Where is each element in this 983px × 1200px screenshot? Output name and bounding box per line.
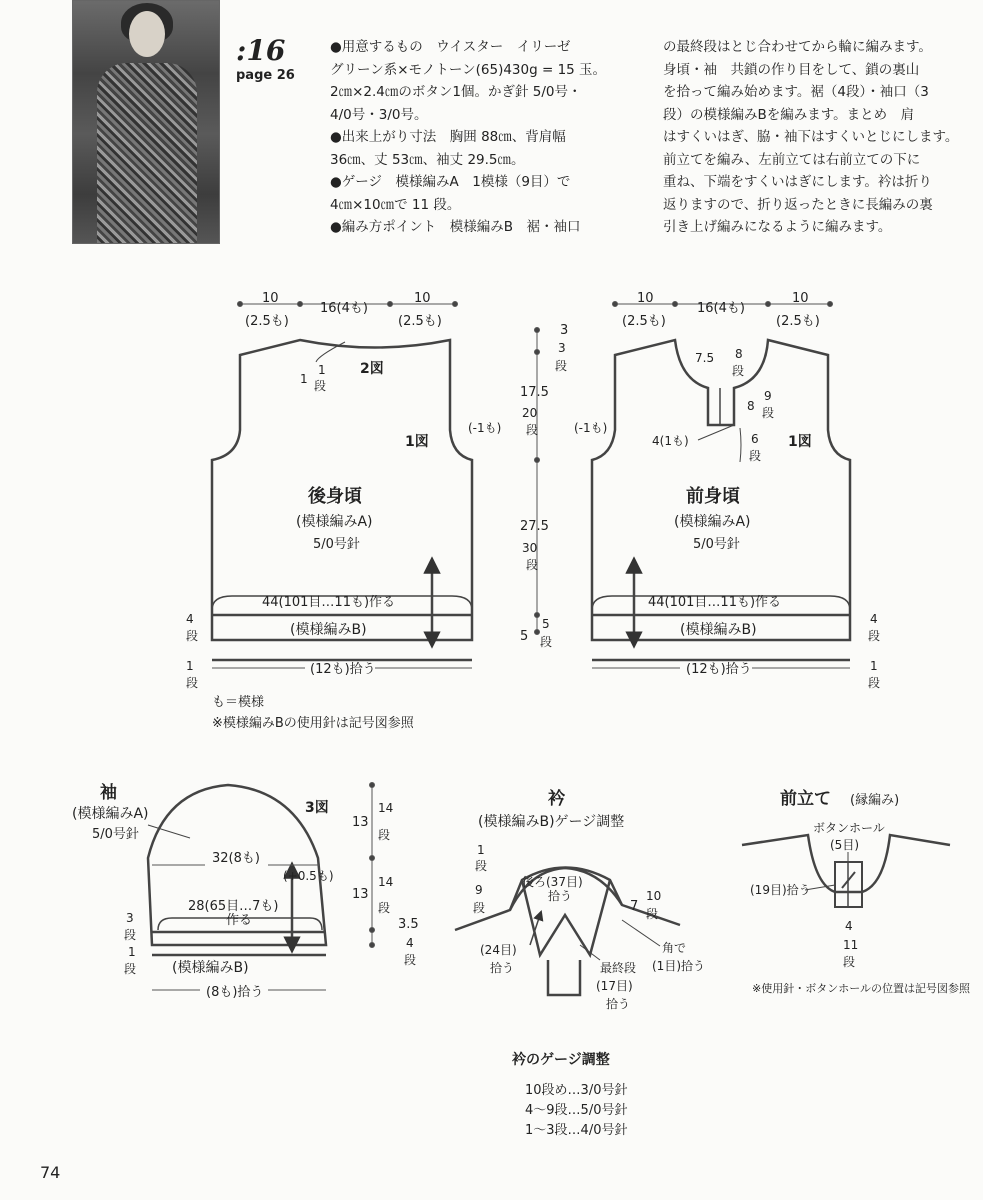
sleeve-dan: 段 xyxy=(124,928,137,942)
back-left-1dan: 段 xyxy=(186,676,199,690)
front-dan: 段 xyxy=(868,629,881,643)
vdim-5: 5 xyxy=(520,629,529,644)
front-title: 前身頃 xyxy=(686,486,740,507)
back-left-4: 4 xyxy=(186,612,194,626)
sleeve-dan: 段 xyxy=(378,828,391,842)
front-n75: 7.5 xyxy=(695,351,715,365)
front-fig1: 1図 xyxy=(788,434,812,450)
page-reference: page 26 xyxy=(236,68,295,83)
front-right-4: 4 xyxy=(870,612,878,626)
back-pickup: (12も)拾う xyxy=(310,662,376,677)
sleeve-width: 32(8も) xyxy=(212,851,260,866)
front-pickup: (12も)拾う xyxy=(686,662,752,677)
vdim-175: 17.5 xyxy=(520,385,549,400)
collar-dan: 段 xyxy=(473,901,486,915)
front-n41: 4(1も) xyxy=(652,434,689,448)
instruction-line: 36㎝、丈 53㎝、袖丈 29.5㎝。 xyxy=(330,151,525,168)
front-dan: 段 xyxy=(732,364,745,378)
page-number: 74 xyxy=(40,1163,61,1182)
back-fig2: 2図 xyxy=(360,361,384,377)
instruction-line: 重ね、下端をすくいはぎにします。衿は折り xyxy=(663,174,932,190)
instruction-line: 2㎝×2.4㎝のボタン1個。かぎ針 5/0号・ xyxy=(330,84,582,100)
pattern-number: :16 xyxy=(236,34,286,67)
back-neck-dan: 段 xyxy=(314,379,327,393)
sleeve-d4: 4 xyxy=(406,936,414,950)
sleeve-dan: 段 xyxy=(124,962,137,976)
sleeve-needle: 5/0号針 xyxy=(92,827,139,842)
placket-n4: 4 xyxy=(845,919,853,933)
back-left-4dan: 段 xyxy=(186,629,199,643)
placket-n11: 11 xyxy=(843,938,859,952)
front-n8dan: 8 xyxy=(735,347,743,361)
collar-gauge-row: 10段め…3/0号針 xyxy=(525,1083,628,1098)
sleeve-cast-on: 28(65目…7も) xyxy=(188,899,279,914)
placket-title: 前立て xyxy=(780,789,831,809)
legend-text: も＝模様 xyxy=(212,695,265,710)
collar-back-pick: 拾う xyxy=(548,889,573,903)
collar-r10: 10 xyxy=(646,889,662,903)
sleeve-dan: 段 xyxy=(404,953,417,967)
collar-corner2: (1目)拾う xyxy=(652,959,705,973)
placket-bh-count: (5目) xyxy=(830,838,859,852)
vdim-dan: 段 xyxy=(526,558,539,572)
sleeve-d14a: 14 xyxy=(378,801,394,815)
collar-r7: 7 xyxy=(630,899,639,914)
placket-dan: 段 xyxy=(843,955,856,969)
needle-note: ※模様編みBの使用針は記号図参照 xyxy=(212,716,414,731)
instruction-line: はすくいはぎ、脇・袖下はすくいとじにします。 xyxy=(663,129,959,145)
collar-pattern: (模様編みB)ゲージ調整 xyxy=(478,814,625,830)
instruction-line: ●出来上がり寸法 胸囲 88㎝、背肩幅 xyxy=(330,129,566,145)
front-dim-left: 10 xyxy=(637,291,654,306)
placket-note: ※使用針・ボタンホールの位置は記号図参照 xyxy=(752,982,970,995)
vdim-dan: 段 xyxy=(540,635,553,649)
collar-last-row3: 拾う xyxy=(606,997,631,1011)
sleeve-title: 袖 xyxy=(100,783,117,803)
collar-last-row: 最終段 xyxy=(600,961,637,975)
back-neck-1: 1 xyxy=(300,372,308,386)
collar-back: 後ろ(37目) xyxy=(522,875,583,889)
vdim-3: 3 xyxy=(560,323,569,338)
vdim-5dan: 5 xyxy=(542,617,550,631)
sleeve-l1: 1 xyxy=(128,945,136,959)
instruction-line: 段）の模様編みBを編みます。まとめ 肩 xyxy=(663,106,915,123)
front-right-1: 1 xyxy=(870,659,878,673)
sleeve-l3: 3 xyxy=(126,911,134,925)
collar-pick24: (24目) xyxy=(480,943,517,957)
placket-pick19: (19目)拾う xyxy=(750,883,811,897)
sleeve-pattern-b: (模様編みB) xyxy=(172,960,249,976)
placket-sub: (縁編み) xyxy=(850,793,900,808)
back-fig1: 1図 xyxy=(405,434,429,450)
sleeve-dan: 段 xyxy=(378,901,391,915)
front-dim-mid: 16(4も) xyxy=(697,301,745,316)
front-minus1: (-1も) xyxy=(574,421,608,435)
front-cast-on: 44(101目…11も)作る xyxy=(648,595,782,610)
sleeve-fig3: 3図 xyxy=(305,800,329,816)
back-minus1: (-1も) xyxy=(468,421,502,435)
collar-title: 衿 xyxy=(548,789,565,809)
collar-last-row2: (17目) xyxy=(596,979,633,993)
vdim-30dan: 30 xyxy=(522,541,538,555)
vdim-dan: 段 xyxy=(555,359,568,373)
placket-buttonhole: ボタンホール xyxy=(813,821,885,835)
collar-gauge-title: 衿のゲージ調整 xyxy=(512,1052,610,1068)
sleeve-pattern: (模様編みA) xyxy=(72,806,149,822)
front-pattern: (模様編みA) xyxy=(674,514,751,530)
front-n9dan: 9 xyxy=(764,389,772,403)
instruction-line: 前立てを編み、左前立ては右前立ての下に xyxy=(663,151,921,168)
front-dim-left-sub: (2.5も) xyxy=(622,314,666,329)
front-dim-right: 10 xyxy=(792,291,809,306)
collar-dan: 段 xyxy=(475,859,488,873)
front-needle: 5/0号針 xyxy=(693,537,740,552)
instruction-line: 返りますので、折り返ったときに長編みの裏 xyxy=(663,196,933,213)
front-dan: 段 xyxy=(868,676,881,690)
instruction-line: の最終段はとじ合わせてから輪に編みます。 xyxy=(663,39,932,55)
back-dim-right: 10 xyxy=(414,291,431,306)
sleeve-d35: 3.5 xyxy=(398,917,419,932)
instruction-line: 引き上げ編みになるように編みます。 xyxy=(663,219,892,235)
back-neck-1dan: 1 xyxy=(318,363,326,377)
back-dim-left-sub: (2.5も) xyxy=(245,314,289,329)
front-n6dan: 6 xyxy=(751,432,759,446)
back-cast-on: 44(101目…11も)作る xyxy=(262,595,396,610)
back-needle: 5/0号針 xyxy=(313,537,360,552)
collar-gauge-row: 1～3段…4/0号針 xyxy=(525,1123,628,1138)
collar-corner: 角で xyxy=(662,941,687,955)
back-dim-left: 10 xyxy=(262,291,279,306)
sleeve-plus05: (+0.5も) xyxy=(283,869,334,883)
collar-pick24b: 拾う xyxy=(490,961,515,975)
back-pattern-b: (模様編みB) xyxy=(290,622,367,638)
instruction-line: 身頃・袖 共鎖の作り目をして、鎖の裏山 xyxy=(663,61,920,78)
sleeve-d13a: 13 xyxy=(352,815,369,830)
instruction-line: を拾って編み始めます。裾（4段）・袖口（3 xyxy=(663,84,929,100)
sleeve-d13b: 13 xyxy=(352,887,369,902)
sleeve-pickup: (8も)拾う xyxy=(206,985,264,1000)
collar-dan: 段 xyxy=(646,907,659,921)
instruction-line: ●用意するもの ウイスター イリーゼ xyxy=(330,39,571,55)
back-dim-right-sub: (2.5も) xyxy=(398,314,442,329)
sleeve-make: 作る xyxy=(226,913,253,928)
vertical-dims-line xyxy=(535,328,540,635)
front-pattern-b: (模様編みB) xyxy=(680,622,757,638)
back-dim-mid: 16(4も) xyxy=(320,301,368,316)
back-left-1: 1 xyxy=(186,659,194,673)
front-dan: 段 xyxy=(749,449,762,463)
instruction-line: ●ゲージ 模様編みA 1模様（9目）で xyxy=(330,174,571,190)
instruction-line: グリーン系×モノトーン(65)430g = 15 玉。 xyxy=(330,61,607,78)
vdim-275: 27.5 xyxy=(520,519,549,534)
vdim-3dan: 3 xyxy=(558,341,566,355)
back-pattern: (模様編みA) xyxy=(296,514,373,530)
front-dan: 段 xyxy=(762,406,775,420)
collar-l1: 1 xyxy=(477,843,485,857)
sleeve-d14b: 14 xyxy=(378,875,394,889)
instruction-line: 4㎝×10㎝で 11 段。 xyxy=(330,196,461,213)
vdim-dan: 段 xyxy=(526,423,539,437)
instruction-line: ●編み方ポイント 模様編みB 裾・袖口 xyxy=(330,219,581,235)
front-dim-right-sub: (2.5も) xyxy=(776,314,820,329)
vdim-20dan: 20 xyxy=(522,406,538,420)
back-title: 後身頃 xyxy=(308,486,362,507)
collar-l9: 9 xyxy=(475,883,483,897)
instruction-line: 4/0号・3/0号。 xyxy=(330,106,428,123)
front-n8: 8 xyxy=(747,399,755,413)
collar-gauge-row: 4～9段…5/0号針 xyxy=(525,1103,628,1118)
